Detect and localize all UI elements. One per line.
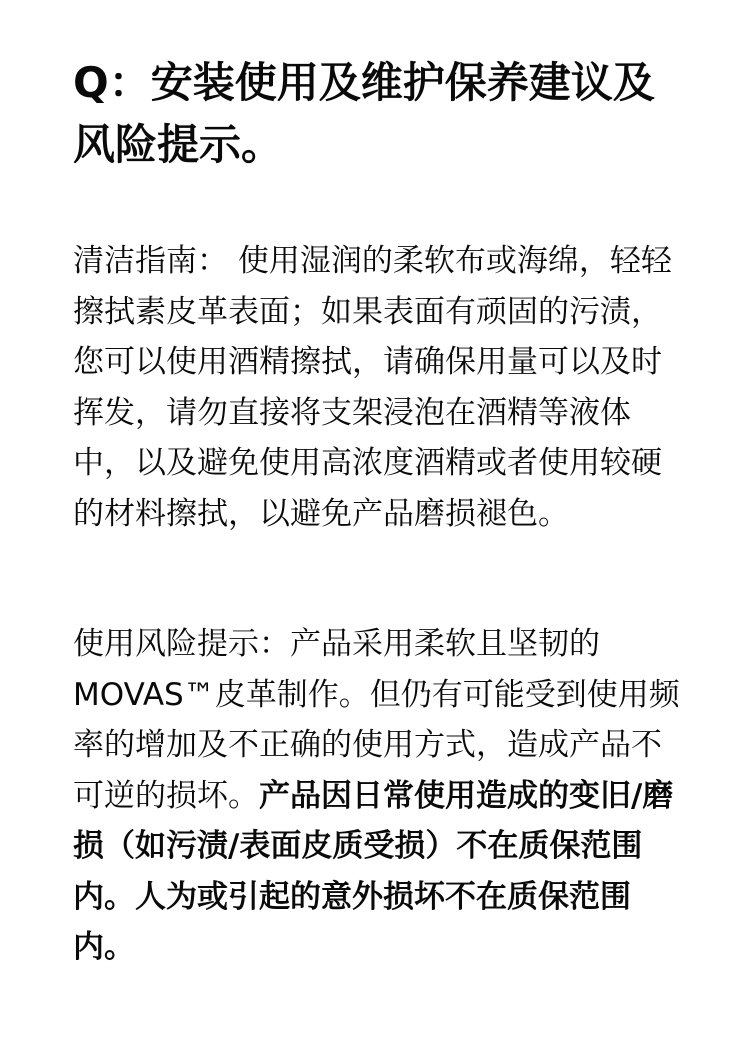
risk-warning-paragraph <box>73 619 690 973</box>
warranty-exclusion-text: 产品因日常使用造成的变旧/磨损（如污渍/表面皮质受损）不在质保范围内。人为或引起的意外损坏不在质保范围内。 <box>73 777 674 965</box>
cleaning-guide-paragraph <box>73 236 690 539</box>
faq-question-title: Q：安装使用及维护保养建议及风险提示。 <box>73 58 655 169</box>
cleaning-guide-text: 清洁指南： 使用湿润的柔软布或海绵，轻轻擦拭素皮革表面；如果表面有顽固的污渍，您可以使用酒精擦拭，请确保用量可以及时挥发，请勿直接将支架浸泡在酒精等液体中，以及避免使用高浓度酒精或者使用较硬的材料擦拭，以避免产品磨损褪色。 <box>73 243 672 532</box>
risk-warning-text: 使用风险提示：产品采用柔软且坚韧的MOVAS™皮革制作。但仍有可能受到使用频率的增加及不正确的使用方式，造成产品不可逆的损坏。 <box>73 626 680 814</box>
